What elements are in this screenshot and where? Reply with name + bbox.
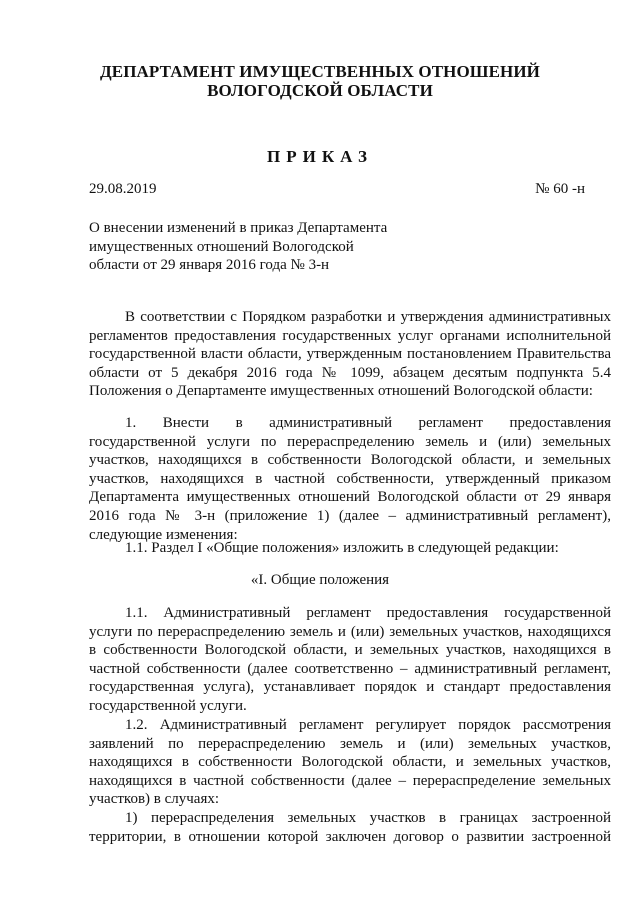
- document-title: ПРИКАЗ: [267, 147, 373, 166]
- order-date: 29.08.2019: [89, 181, 157, 197]
- text-line: государственной услуги.: [89, 697, 247, 714]
- item-1-1: 1.1. Раздел I «Общие положения» изложить в следующей редакции:: [125, 540, 559, 556]
- section-heading: «I. Общие положения: [250, 572, 390, 588]
- department-name-line2: ВОЛОГОДСКОЙ ОБЛАСТИ: [207, 81, 433, 100]
- text-line: участков) в случаях:: [89, 791, 220, 808]
- text-line: находящихся в собственности Вологодской области, и земельных участков,: [89, 754, 611, 771]
- text-line: услуги по перераспределению земель и (или) земельных участков, находящихся: [89, 623, 611, 640]
- text-line: В соответствии с Порядком разработки и утверждения административных: [125, 309, 611, 325]
- text-line: 1) перераспределения земельных участков в границах застроенной: [125, 810, 611, 826]
- text-line: следующие изменения:: [89, 526, 238, 543]
- department-name-line1: ДЕПАРТАМЕНТ ИМУЩЕСТВЕННЫХ ОТНОШЕНИЙ: [100, 62, 540, 81]
- text-line: государственной власти области, утвержденным постановлением Правительства: [89, 346, 611, 363]
- text-line: государственной услуги по перераспределению земель и (или) земельных: [89, 433, 611, 450]
- order-number: № 60 -н: [535, 181, 585, 197]
- paragraph-1-2: [89, 716, 611, 809]
- preamble-paragraph: [89, 308, 611, 401]
- text-line: территории, в отношении которой заключен договор о развитии застроенной: [89, 828, 611, 845]
- text-line: участков, находящихся в частной собственности, утвержденный приказом: [89, 470, 611, 487]
- order-subject: [89, 219, 387, 275]
- item-1-paragraph: [89, 414, 611, 544]
- paragraph-1-2-item-1: [89, 809, 611, 846]
- text-line: в собственности Вологодской области, и земельных участков, находящихся в: [89, 642, 611, 659]
- subject-line: О внесении изменений в приказ Департамента: [89, 220, 388, 236]
- text-line: 2016 года № 3-н (приложение 1) (далее – административный регламент),: [89, 507, 611, 524]
- subject-line: области от 29 января 2016 года № 3-н: [89, 257, 330, 273]
- text-line: регламентов предоставления государственных услуг органами исполнительной: [89, 327, 611, 344]
- text-line: участков, находящихся в собственности Вологодской области, и земельных: [89, 452, 611, 469]
- text-line: 1.2. Административный регламент регулирует порядок рассмотрения: [125, 717, 611, 733]
- text-line: области от 5 декабря 2016 года № 1099, абзацем десятым подпункта 5.4: [89, 364, 611, 381]
- text-line: государственная услуга), устанавливает порядок и стандарт предоставления: [89, 679, 611, 696]
- paragraph-1-1: [89, 604, 611, 716]
- text-line: Департамента имущественных отношений Вологодской области от 29 января: [89, 489, 611, 506]
- subject-line: имущественных отношений Вологодской: [89, 238, 354, 255]
- text-line: частной собственности (далее соответственно – административный регламент,: [89, 660, 611, 677]
- text-line: Положения о Департаменте имущественных отношений Вологодской области:: [89, 383, 593, 400]
- text-line: находящихся в частной собственности (далее – перераспределение земельных: [89, 772, 611, 789]
- text-line: заявлений по перераспределению земель и (или) земельных участков,: [89, 735, 611, 752]
- text-line: 1.1. Административный регламент предоставления государственной: [125, 605, 611, 621]
- text-line: 1. Внести в административный регламент предоставления: [125, 415, 611, 431]
